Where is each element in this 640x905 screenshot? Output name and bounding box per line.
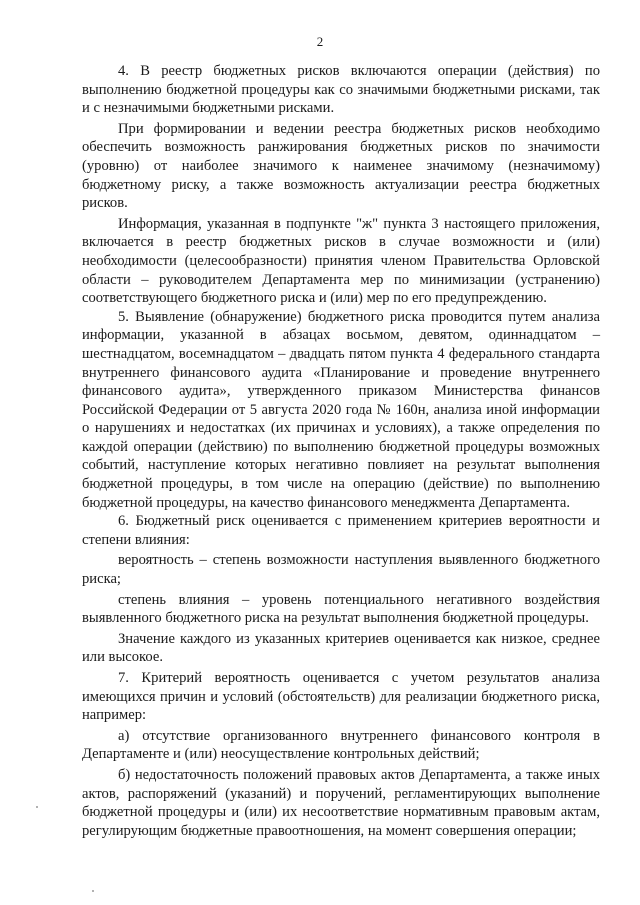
scan-speck — [92, 890, 94, 892]
document-body — [82, 62, 600, 840]
paragraph-ranking: При формировании и ведении реестра бюджетных рисков необходимо обеспечить возможность ранжирования бюджетных рисков по значимости (уровню) от наиболее значимого к наименее значимому (незначимому) бюджетному риску, а также возможность актуализации реестра бюджетных рисков. — [82, 120, 600, 212]
paragraph-item-4: 4. В реестр бюджетных рисков включаются операции (действия) по выполнению бюджетной процедуры как со значимыми бюджетными рисками, так и с незначимыми бюджетными рисками. — [82, 63, 600, 117]
paragraph-probability: вероятность – степень возможности наступления выявленного бюджетного риска; — [82, 552, 600, 588]
page-number: 2 — [316, 34, 324, 49]
paragraph-information: Информация, указанная в подпункте "ж" пункта 3 настоящего приложения, включается в реестр бюджетных рисков в случае возможности и (или) необходимости (целесообразности) принятия членом Правительства Орловской области – руководителем Департамента мер по минимизации (устранению) соответствующего бюджетного риска и (или) мер по его предупреждению. — [82, 215, 600, 307]
paragraph-item-6: 6. Бюджетный риск оценивается с применением критериев вероятности и степени влияния: — [82, 513, 600, 548]
list-item-a: а) отсутствие организованного внутреннего финансового контроля в Департаменте и (или) неосуществление контрольных действий; — [82, 727, 600, 763]
paragraph-impact: степень влияния – уровень потенциального негативного воздействия выявленного бюджетного риска на результат выполнения бюджетной процедуры. — [82, 591, 600, 627]
paragraph-criteria-values: Значение каждого из указанных критериев оценивается как низкое, среднее или высокое. — [82, 630, 600, 666]
paragraph-item-5: 5. Выявление (обнаружение) бюджетного риска проводится путем анализа информации, указанной в абзацах восьмом, девятом, одиннадцатом – шестнадцатом, восемнадцатом – двадцать пятом пункта 4 федерального стандарта внутреннего финансового аудита «Планирование и проведение внутреннего финансового аудита», утвержденного приказом Министерства финансов Российской Федерации от 5 августа 2020 года № 160н, анализа иной информации о нарушениях и недостатках (их причинах и условиях), а также определения по каждой операции (действию) по выполнению бюджетной процедуры возможных событий, наступление которых негативно повлияет на результат выполнения бюджетной процедуры, в том числе на операцию (действие) по выполнению бюджетной процедуры, на качество финансового менеджмента Департамента. — [82, 308, 600, 511]
list-item-b: б) недостаточность положений правовых актов Департамента, а также иных актов, распоряжений (указаний) и поручений, регламентирующих выполнение бюджетной процедуры и (или) их несоответствие нормативным правовым актам, регулирующим бюджетные правоотношения, на момент совершения операции; — [82, 766, 600, 839]
paragraph-item-7: 7. Критерий вероятность оценивается с учетом результатов анализа имеющихся причин и условий (обстоятельств) для реализации бюджетного риска, например: — [82, 670, 600, 724]
scan-speck — [36, 806, 38, 808]
